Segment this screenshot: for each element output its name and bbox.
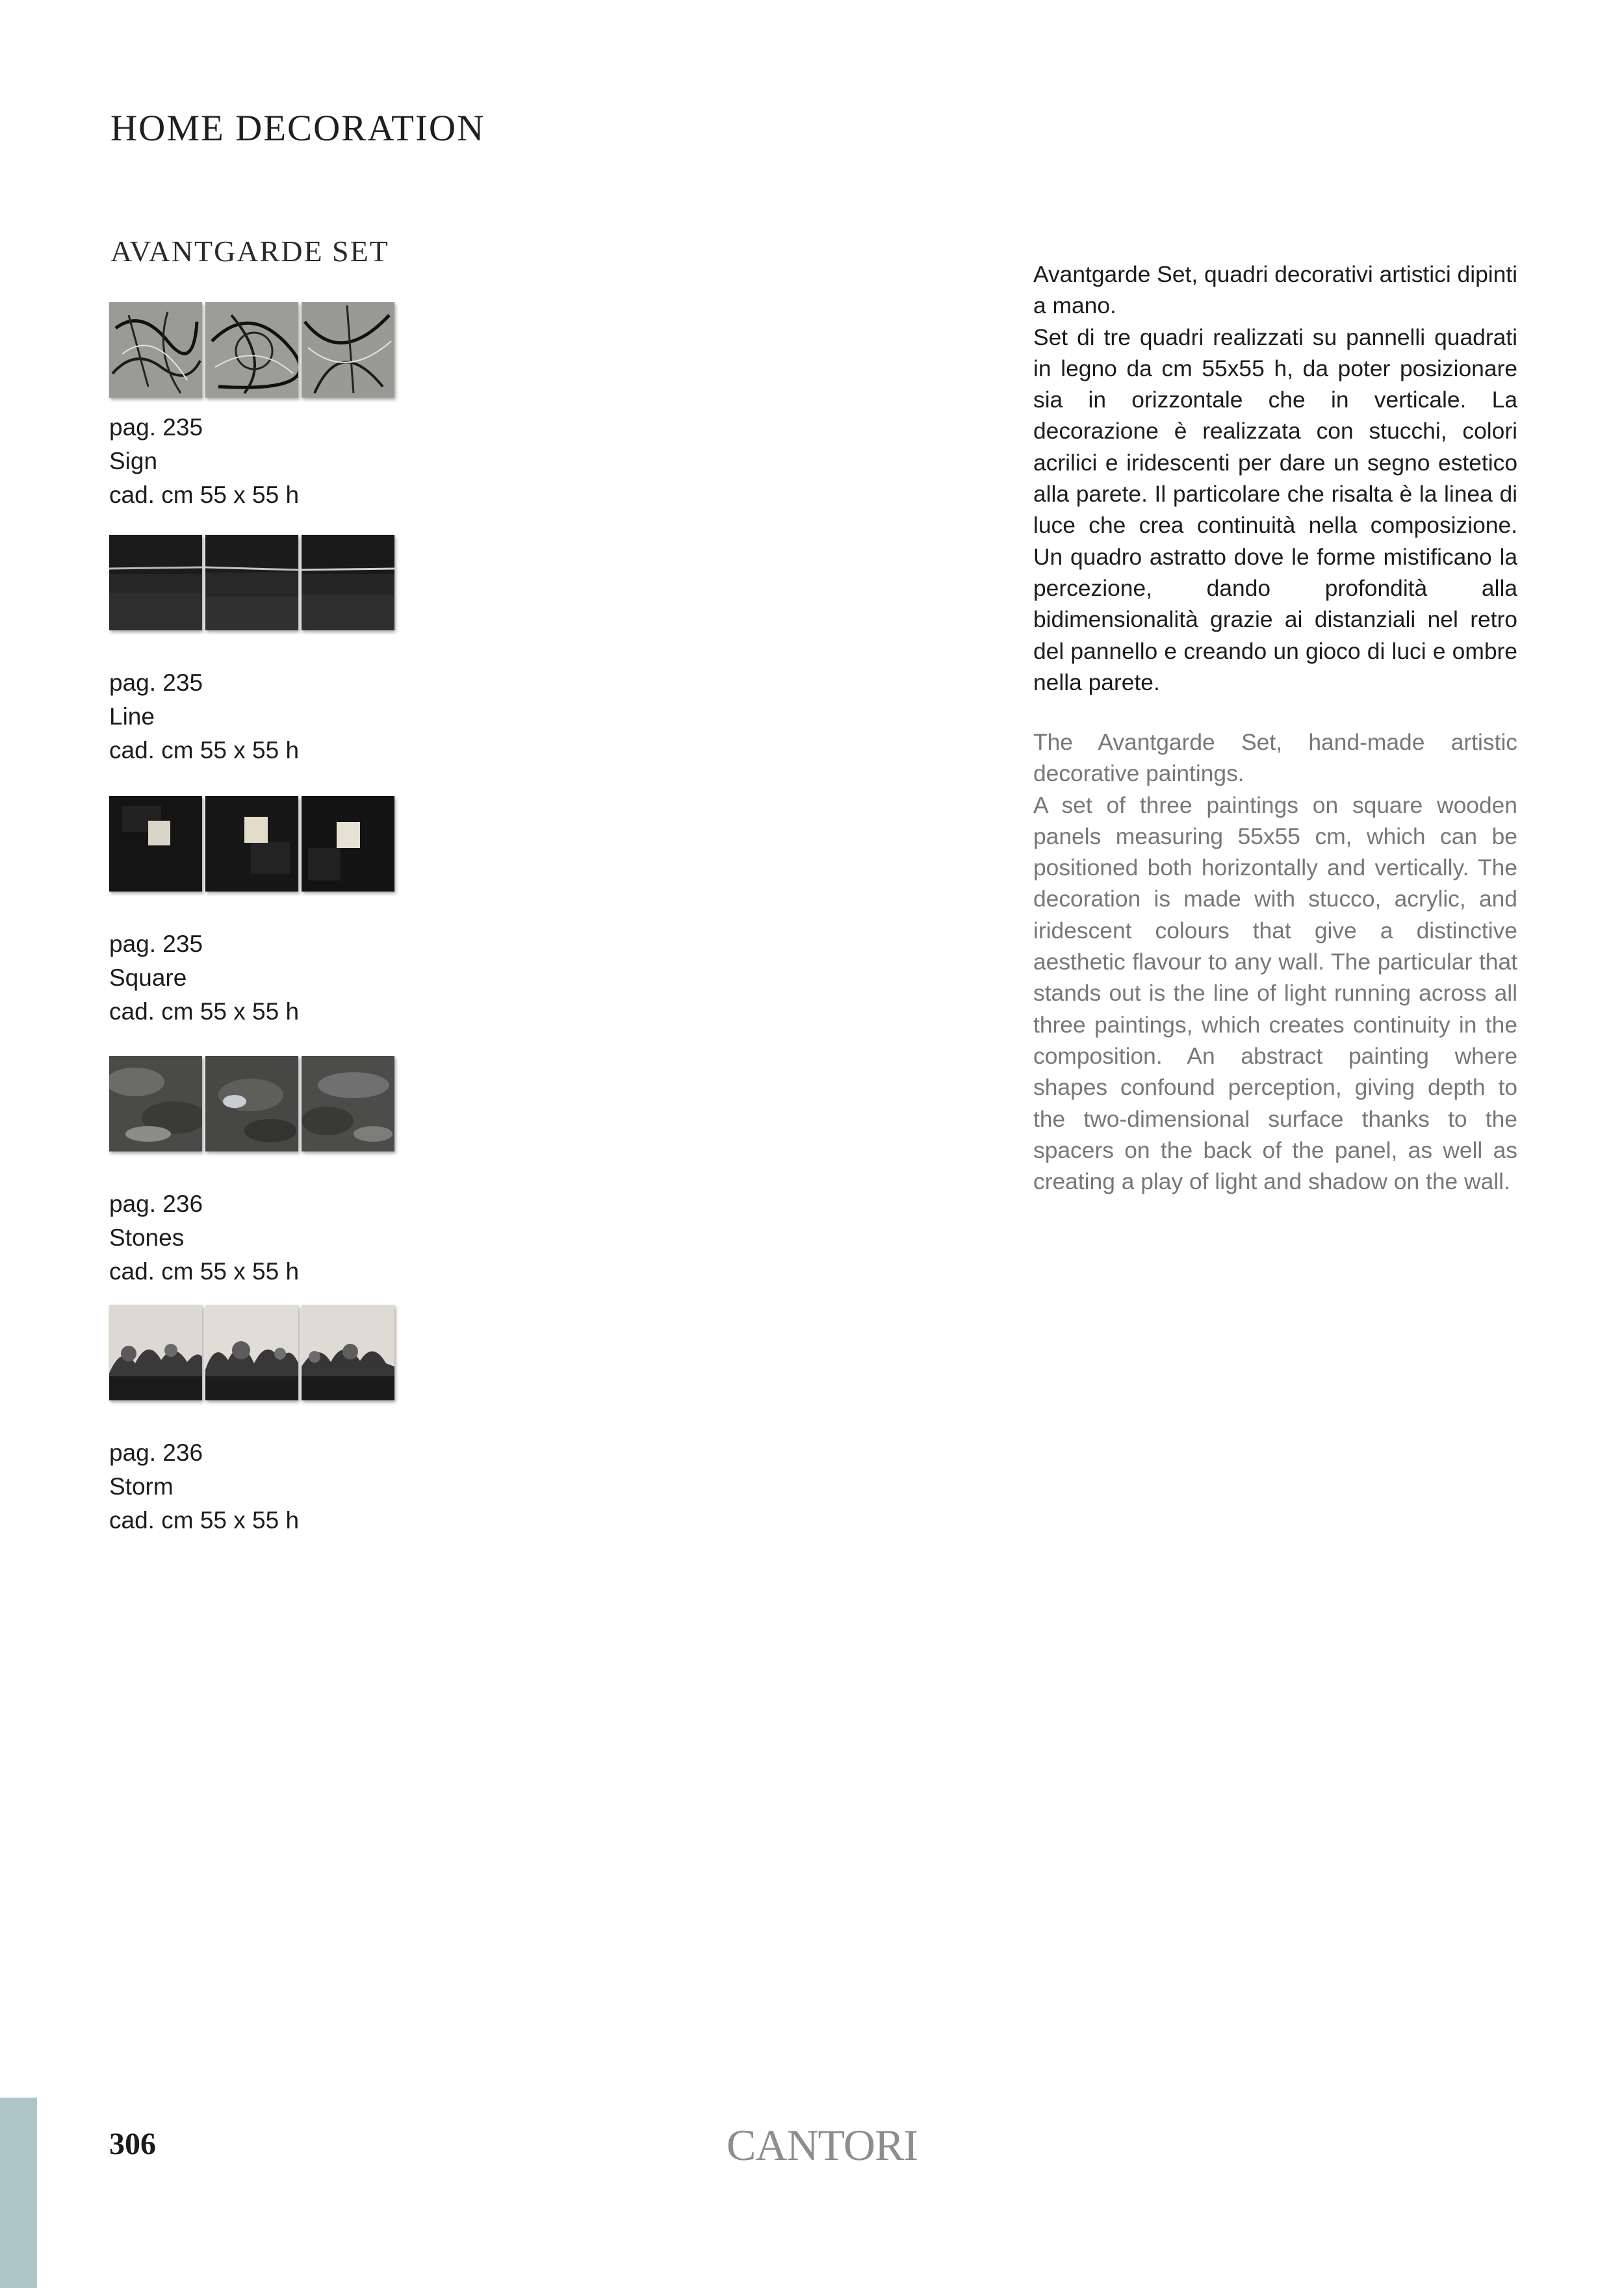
painting-panel bbox=[109, 302, 202, 398]
description-en-intro: The Avantgarde Set, hand-made artistic decorative paintings. bbox=[1033, 729, 1517, 787]
product-name: Storm bbox=[109, 1473, 174, 1500]
product-image-line bbox=[109, 535, 395, 630]
description-it-body: Set di tre quadri realizzati su pannelli quadrati in legno da cm 55x55 h, da poter posizionare sia in orizzontale che in verticale. La decorazione è realizzata con stucchi, colori acrilici e iridescenti per dare un segno estetico alla parete. Il particolare che risalta è la linea di luce che crea continuità nella composizione. Un quadro astratto dove le forme mistificano la percezione, dando profondità alla bidimensionalità grazie ai distanziali nel retro del pannello e creando un gioco di luci e ombre nella parete. bbox=[1033, 324, 1517, 695]
painting-panel bbox=[109, 535, 202, 630]
product-size: cad. cm 55 x 55 h bbox=[109, 1507, 300, 1534]
painting-panel bbox=[205, 302, 298, 398]
painting-panel bbox=[109, 796, 202, 892]
collection-title: AVANTGARDE SET bbox=[110, 235, 389, 268]
painting-panel bbox=[302, 302, 394, 398]
product-page: pag. 235 bbox=[109, 414, 203, 441]
product-image-sign bbox=[109, 302, 395, 398]
description-english bbox=[1033, 726, 1517, 1197]
product-line bbox=[109, 535, 499, 767]
painting-panel bbox=[302, 1056, 394, 1151]
product-page: pag. 235 bbox=[109, 931, 203, 957]
description-en-body: A set of three paintings on square wooden panels measuring 55x55 cm, which can be positioned both horizontally and vertically. The decoration is made with stucco, acrylic, and iridescent colours that give a distinctive aesthetic flavour to any wall. The particular that stands out is the line of light running across all three paintings, which creates continuity in the composition. An abstract painting where shapes confound perception, giving depth to the two-dimensional surface thanks to the spacers on the back of the panel, as well as creating a play of light and shadow on the wall. bbox=[1033, 791, 1517, 1195]
product-image-stones bbox=[109, 1056, 395, 1151]
description-it-intro: Avantgarde Set, quadri decorativi artistici dipinti a mano. bbox=[1033, 261, 1517, 319]
product-size: cad. cm 55 x 55 h bbox=[109, 482, 300, 508]
product-page: pag. 235 bbox=[109, 669, 203, 696]
painting-panel bbox=[205, 535, 298, 630]
product-name: Line bbox=[109, 703, 155, 730]
painting-panel bbox=[205, 1056, 298, 1151]
painting-panel bbox=[302, 535, 394, 630]
product-size: cad. cm 55 x 55 h bbox=[109, 737, 300, 764]
product-page: pag. 236 bbox=[109, 1190, 203, 1217]
description-italian bbox=[1033, 259, 1517, 698]
page-number: 306 bbox=[109, 2127, 156, 2161]
product-square bbox=[109, 796, 499, 1029]
product-size: cad. cm 55 x 55 h bbox=[109, 998, 300, 1025]
painting-panel bbox=[302, 1305, 394, 1400]
painting-panel bbox=[109, 1305, 202, 1400]
brand-logo: CANTORI bbox=[727, 2120, 918, 2170]
product-page: pag. 236 bbox=[109, 1439, 203, 1466]
painting-panel bbox=[205, 1305, 298, 1400]
product-storm bbox=[109, 1305, 499, 1537]
product-name: Square bbox=[109, 964, 187, 991]
accent-side-strip bbox=[0, 2098, 37, 2288]
product-name: Stones bbox=[109, 1224, 185, 1251]
product-size: cad. cm 55 x 55 h bbox=[109, 1258, 300, 1285]
painting-panel bbox=[302, 796, 394, 892]
product-sign bbox=[109, 302, 499, 512]
product-stones bbox=[109, 1056, 499, 1289]
painting-panel bbox=[205, 796, 298, 892]
section-title: HOME DECORATION bbox=[110, 108, 485, 149]
painting-panel bbox=[109, 1056, 202, 1151]
product-name: Sign bbox=[109, 448, 158, 474]
product-image-square bbox=[109, 796, 395, 892]
product-image-storm bbox=[109, 1305, 395, 1400]
